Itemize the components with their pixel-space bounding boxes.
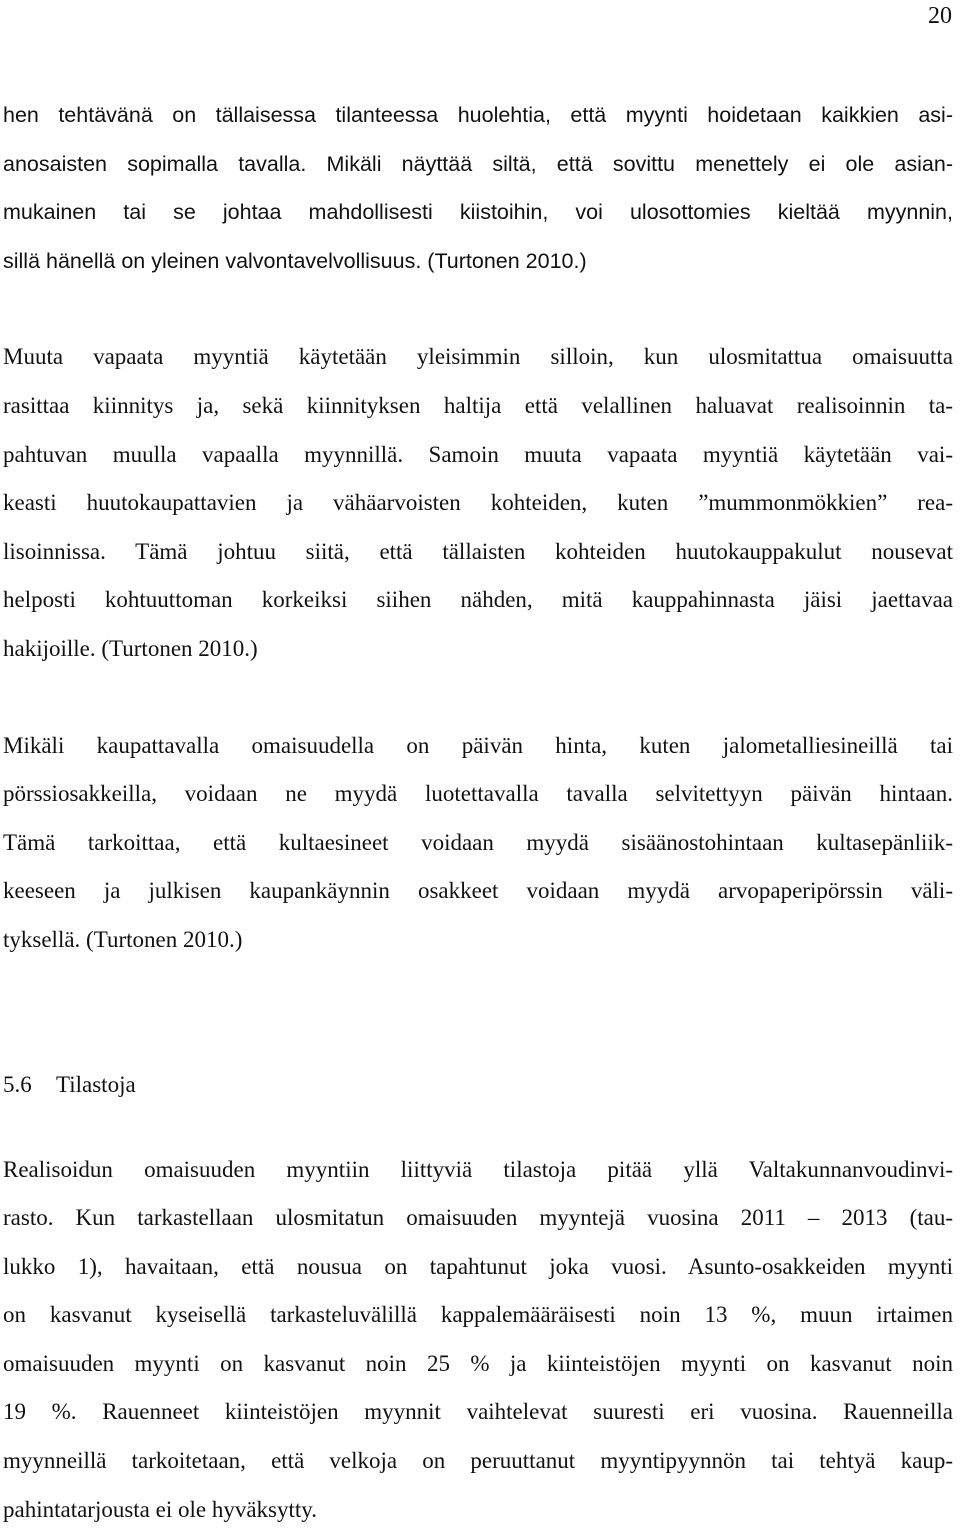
paragraph-3 xyxy=(3,722,953,965)
text-line: pörssiosakkeilla, voidaan ne myydä luotettavalla tavalla selvitettyyn päivän hintaan. xyxy=(3,770,953,819)
section-number: 5.6 xyxy=(3,1061,56,1109)
text-line: sillä hänellä on yleinen valvontavelvollisuus. (Turtonen 2010.) xyxy=(3,237,953,286)
text-line: tyksellä. (Turtonen 2010.) xyxy=(3,916,953,965)
page-number: 20 xyxy=(928,2,952,30)
section-heading xyxy=(3,1061,953,1109)
text-line: mukainen tai se johtaa mahdollisesti kiistoihin, voi ulosottomies kieltää myynnin, xyxy=(3,188,953,237)
text-line: Tämä tarkoittaa, että kultaesineet voidaan myydä sisäänostohintaan kultasepänliik- xyxy=(3,819,953,868)
paragraph-4 xyxy=(3,1146,953,1534)
text-line: helposti kohtuuttoman korkeiksi siihen nähden, mitä kauppahinnasta jäisi jaettavaa xyxy=(3,576,953,625)
document-body xyxy=(3,91,953,1534)
paragraph-1 xyxy=(3,91,953,285)
text-line: hen tehtävänä on tällaisessa tilanteessa huolehtia, että myynti hoidetaan kaikkien asi- xyxy=(3,91,953,140)
text-line: lukko 1), havaitaan, että nousua on tapahtunut joka vuosi. Asunto-osakkeiden myynti xyxy=(3,1243,953,1292)
text-line: Mikäli kaupattavalla omaisuudella on päivän hinta, kuten jalometalliesineillä tai xyxy=(3,722,953,771)
text-line: hakijoille. (Turtonen 2010.) xyxy=(3,625,953,674)
text-line: keeseen ja julkisen kaupankäynnin osakkeet voidaan myydä arvopaperipörssin väli- xyxy=(3,867,953,916)
text-line: anosaisten sopimalla tavalla. Mikäli näyttää siltä, että sovittu menettely ei ole asian- xyxy=(3,140,953,189)
text-line: keasti huutokaupattavien ja vähäarvoisten kohteiden, kuten ”mummonmökkien” rea- xyxy=(3,479,953,528)
text-line: on kasvanut kyseisellä tarkasteluvälillä kappalemääräisesti noin 13 %, muun irtaimen xyxy=(3,1291,953,1340)
paragraph-2 xyxy=(3,333,953,673)
text-line: rasto. Kun tarkastellaan ulosmitatun omaisuuden myyntejä vuosina 2011 – 2013 (tau- xyxy=(3,1194,953,1243)
text-line: omaisuuden myynti on kasvanut noin 25 % ja kiinteistöjen myynti on kasvanut noin xyxy=(3,1340,953,1389)
text-line: Muuta vapaata myyntiä käytetään yleisimmin silloin, kun ulosmitattua omaisuutta xyxy=(3,333,953,382)
text-line: myynneillä tarkoitetaan, että velkoja on peruuttanut myyntipyynnön tai tehtyä kaup- xyxy=(3,1437,953,1486)
text-line: lisoinnissa. Tämä johtuu siitä, että tällaisten kohteiden huutokauppakulut nousevat xyxy=(3,528,953,577)
text-line: Realisoidun omaisuuden myyntiin liittyviä tilastoja pitää yllä Valtakunnanvoudinvi- xyxy=(3,1146,953,1195)
text-line: pahintatarjousta ei ole hyväksytty. xyxy=(3,1486,953,1534)
text-line: pahtuvan muulla vapaalla myynnillä. Samoin muuta vapaata myyntiä käytetään vai- xyxy=(3,431,953,480)
section-title: Tilastoja xyxy=(56,1072,136,1097)
text-line: 19 %. Rauenneet kiinteistöjen myynnit vaihtelevat suuresti eri vuosina. Rauenneilla xyxy=(3,1388,953,1437)
text-line: rasittaa kiinnitys ja, sekä kiinnityksen haltija että velallinen haluavat realisoinnin ta- xyxy=(3,382,953,431)
